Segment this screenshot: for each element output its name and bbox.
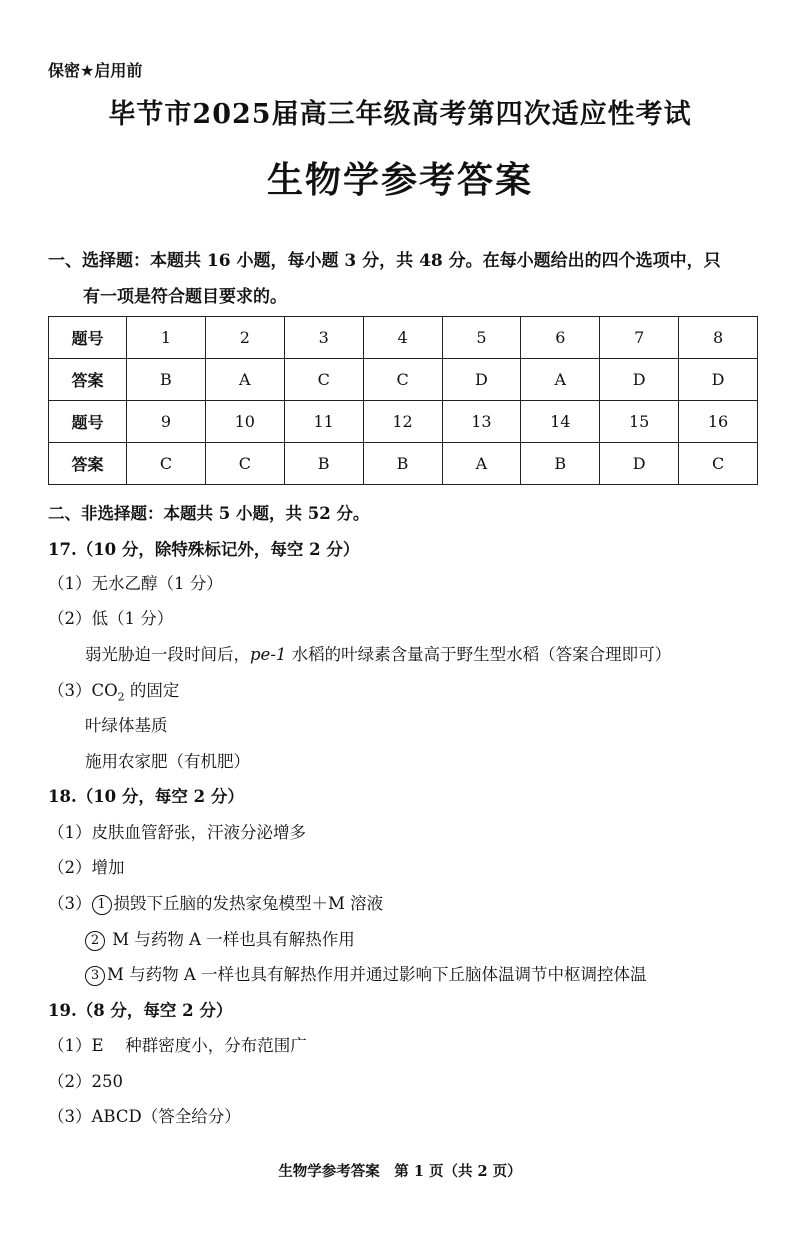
number-cell: 14 (521, 401, 600, 443)
header-cell-number: 题号 (49, 401, 127, 443)
number-cell: 2 (205, 317, 284, 359)
number-cell: 12 (363, 401, 442, 443)
table-row-numbers-2 (49, 401, 758, 443)
q17-mutant-name: pe-1 (250, 645, 287, 664)
circled-number-1: 1 (92, 895, 112, 915)
number-cell: 1 (127, 317, 206, 359)
number-cell: 13 (442, 401, 521, 443)
section2-intro: 二、非选择题：本题共 5 小题，共 52 分。 (48, 504, 370, 523)
q18-answer-1: （1）皮肤血管舒张，汗液分泌增多 (48, 823, 306, 842)
q17-explanation-post: 水稻的叶绿素含量高于野生型水稻（答案合理即可） (286, 645, 672, 664)
table-row-answers-1 (49, 359, 758, 401)
q17-explanation-pre: 弱光胁迫一段时间后， (85, 645, 250, 664)
q17-heading: 17.（10 分，除特殊标记外，每空 2 分） (48, 540, 360, 559)
table-row-answers-2 (49, 443, 758, 485)
q17-a3-post: 的固定 (124, 681, 180, 700)
exam-title: 毕节市2025届高三年级高考第四次适应性考试 (108, 99, 692, 130)
answer-cell: C (205, 443, 284, 485)
header-cell-number: 题号 (49, 317, 127, 359)
q17-a3-subscript: 2 (117, 690, 125, 704)
answer-cell: D (679, 359, 758, 401)
number-cell: 11 (284, 401, 363, 443)
number-cell: 8 (679, 317, 758, 359)
q18-answer-3 (48, 890, 383, 915)
q19-heading: 19.（8 分，每空 2 分） (48, 1001, 233, 1020)
q19-answer-3: （3）ABCD（答全给分） (48, 1107, 241, 1126)
q17-answer-2-explanation (85, 641, 671, 665)
q18-a3-prefix: （3） (48, 894, 92, 913)
q17-a3-pre: （3）CO (48, 681, 118, 700)
number-cell: 9 (127, 401, 206, 443)
number-cell: 5 (442, 317, 521, 359)
number-cell: 16 (679, 401, 758, 443)
q18-a3-item2: M 与药物 A 一样也具有解热作用 (107, 930, 355, 949)
q19-answer-2: （2）250 (48, 1072, 123, 1091)
answer-cell: C (284, 359, 363, 401)
q17-answer-3c: 施用农家肥（有机肥） (85, 752, 250, 771)
page-footer: 生物学参考答案 第 1 页（共 2 页） (278, 1163, 522, 1180)
answer-cell: B (284, 443, 363, 485)
number-cell: 6 (521, 317, 600, 359)
q17-answer-2: （2）低（1 分） (48, 609, 174, 628)
answer-cell: C (363, 359, 442, 401)
q17-answer-3b: 叶绿体基质 (85, 716, 168, 735)
answer-cell: D (600, 443, 679, 485)
answer-cell: D (600, 359, 679, 401)
q17-answer-3 (48, 677, 179, 703)
answer-table (48, 316, 758, 485)
header-cell-answer: 答案 (49, 359, 127, 401)
answer-cell: B (521, 443, 600, 485)
answer-cell: A (205, 359, 284, 401)
circled-number-3: 3 (85, 966, 105, 986)
section1-intro-line2: 有一项是符合题目要求的。 (83, 287, 287, 307)
answer-cell: C (679, 443, 758, 485)
circled-number-2: 2 (85, 931, 105, 951)
number-cell: 15 (600, 401, 679, 443)
answer-key-title: 生物学参考答案 (266, 159, 533, 201)
q18-a3-item1: 损毁下丘脑的发热家兔模型＋M 溶液 (113, 894, 384, 913)
confidential-label: 保密★启用前 (48, 61, 143, 80)
answer-cell: D (442, 359, 521, 401)
q18-answer-3-item3 (85, 961, 647, 986)
answer-cell: A (521, 359, 600, 401)
answer-cell: C (127, 443, 206, 485)
q18-heading: 18.（10 分，每空 2 分） (48, 787, 244, 806)
q18-a3-item3: M 与药物 A 一样也具有解热作用并通过影响下丘脑体温调节中枢调控体温 (107, 965, 647, 984)
header-cell-answer: 答案 (49, 443, 127, 485)
q19-answer-1: （1）E 种群密度小，分布范围广 (48, 1036, 307, 1055)
number-cell: 10 (205, 401, 284, 443)
number-cell: 3 (284, 317, 363, 359)
q17-answer-1: （1）无水乙醇（1 分） (48, 574, 223, 593)
number-cell: 7 (600, 317, 679, 359)
q18-answer-3-item2 (85, 926, 355, 951)
answer-cell: A (442, 443, 521, 485)
table-row-numbers-1 (49, 317, 758, 359)
answer-cell: B (363, 443, 442, 485)
q18-answer-2: （2）增加 (48, 858, 125, 877)
section1-intro-line1: 一、选择题：本题共 16 小题，每小题 3 分，共 48 分。在每小题给出的四个选项中，只 (48, 251, 721, 271)
number-cell: 4 (363, 317, 442, 359)
answer-cell: B (127, 359, 206, 401)
